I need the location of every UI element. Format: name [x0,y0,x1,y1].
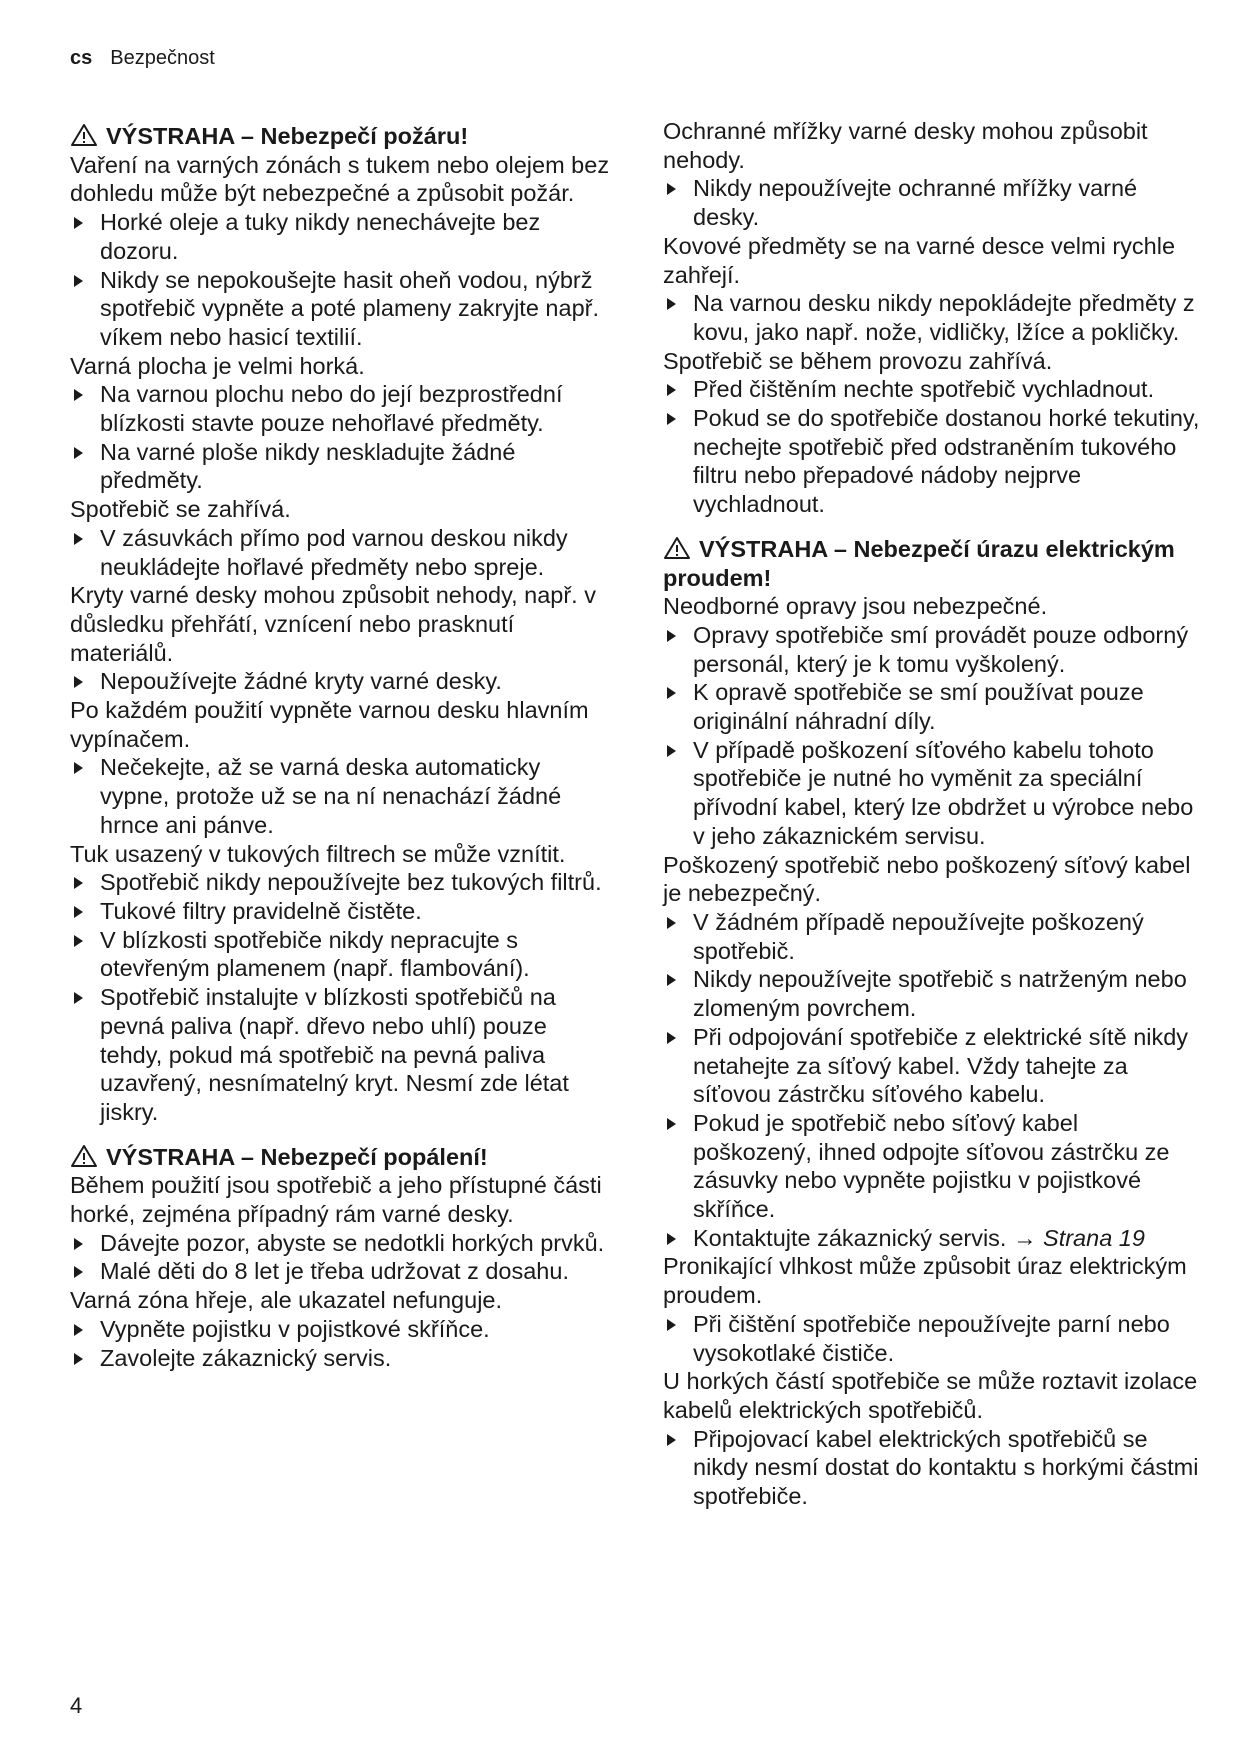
step-item: Zavolejte zákaznický servis. [70,1344,610,1373]
bullet-icon [74,935,83,947]
warning-triangle-icon [663,536,691,560]
step-item: Nikdy nepoužívejte ochranné mřížky varné desky. [663,174,1203,231]
step-item: Dávejte pozor, abyste se nedotkli horkých prvků. [70,1229,610,1258]
section-title: Bezpečnost [110,47,215,69]
page-header [70,47,215,70]
bullet-icon [667,745,676,757]
right-intro [663,117,1203,519]
bullet-icon [74,533,83,545]
bullet-icon [667,1118,676,1130]
warning-electric-shock [663,535,1203,1511]
step-item: Opravy spotřebiče smí provádět pouze odborný personál, který je k tomu vyškolený. [663,621,1203,678]
bullet-icon [667,1233,676,1245]
bullet-icon [667,1319,676,1331]
bullet-icon [74,275,83,287]
bullet-icon [667,1032,676,1044]
hazard-text: Během použití jsou spotřebič a jeho přístupné části horké, zejména případný rám varné desky. [70,1172,602,1228]
hazard-text: Ochranné mřížky varné desky mohou způsobit nehody. [663,118,1148,173]
hazard-text: Vaření na varných zónách s tukem nebo olejem bez dohledu může být nebezpečné a způsobit požár. [70,151,610,207]
language-code: cs [70,47,93,69]
warning-title: VÝSTRAHA – Nebezpečí úrazu elektrickým proudem! [663,535,1175,591]
bullet-icon [667,1434,676,1446]
left-column [70,122,610,1372]
right-column [663,117,1203,1511]
step-item: Nikdy se nepokoušejte hasit oheň vodou, nýbrž spotřebič vypněte a poté plameny zakryjte např. víkem nebo hasicí textilií. [70,266,610,352]
warning-title: VÝSTRAHA – Nebezpečí požáru! [70,122,610,151]
step-item: Pokud je spotřebič nebo síťový kabel poškozený, ihned odpojte síťovou zástrčku ze zásuvky nebo vypněte pojistku v pojistkové skříňce. [663,1109,1203,1224]
bullet-icon [74,762,83,774]
warning-triangle-icon [70,123,98,147]
bullet-icon [667,917,676,929]
bullet-icon [74,1266,83,1278]
step-item: Tukové filtry pravidelně čistěte. [70,897,610,926]
step-item: V blízkosti spotřebiče nikdy nepracujte s otevřeným plamenem (např. flambování). [70,926,610,983]
bullet-icon [667,630,676,642]
step-item: Malé děti do 8 let je třeba udržovat z dosahu. [70,1257,610,1286]
step-item: Na varnou plochu nebo do její bezprostřední blízkosti stavte pouze nehořlavé předměty. [70,380,610,437]
step-item: V případě poškození síťového kabelu tohoto spotřebiče je nutné ho vyměnit za speciální přívodní kabel, který lze obdržet u výrobce nebo v jeho zákaznickém servisu. [663,736,1203,851]
step-item: Při odpojování spotřebiče z elektrické sítě nikdy netahejte za síťový kabel. Vždy tahejte za síťovou zástrčku síťového kabelu. [663,1023,1203,1109]
step-item: Spotřebič instalujte v blízkosti spotřebičů na pevná paliva (např. dřevo nebo uhlí) pouze tehdy, pokud má spotřebič na pevná paliva uzavřený, nesnímatelný kryt. Nesmí zde létat jiskry. [70,983,610,1127]
bullet-icon [74,389,83,401]
bullet-icon [667,384,676,396]
step-item: Před čištěním nechte spotřebič vychladnout. [663,375,1203,404]
bullet-icon [74,1238,83,1250]
bullet-icon [74,992,83,1004]
page-reference-link[interactable]: → Strana 19 [1013,1224,1145,1251]
step-item: Nepoužívejte žádné kryty varné desky. [70,667,610,696]
hazard-text: U horkých částí spotřebiče se může roztavit izolace kabelů elektrických spotřebičů. [663,1368,1198,1423]
bullet-icon [74,447,83,459]
step-item: Na varnou desku nikdy nepokládejte předměty z kovu, jako např. nože, vidličky, lžíce a pokličky. [663,289,1203,346]
hazard-text: Spotřebič se zahřívá. [70,496,291,523]
step-item: Na varné ploše nikdy neskladujte žádné předměty. [70,438,610,495]
bullet-icon [74,877,83,889]
bullet-icon [667,687,676,699]
hazard-text: Pronikající vlhkost může způsobit úraz elektrickým proudem. [663,1253,1187,1309]
step-item: V zásuvkách přímo pod varnou deskou nikdy neukládejte hořlavé předměty nebo spreje. [70,524,610,581]
bullet-icon [667,413,676,425]
step-item: Spotřebič nikdy nepoužívejte bez tukových filtrů. [70,868,610,897]
step-item: Při čištění spotřebiče nepoužívejte parní nebo vysokotlaké čističe. [663,1310,1203,1367]
bullet-icon [74,217,83,229]
hazard-text: Kryty varné desky mohou způsobit nehody, např. v důsledku přehřátí, vznícení nebo prasknutí materiálů. [70,582,596,666]
bullet-icon [74,906,83,918]
step-item: V žádném případě nepoužívejte poškozený spotřebič. [663,908,1203,965]
hazard-text: Po každém použití vypněte varnou desku hlavním vypínačem. [70,697,589,752]
hazard-text: Varná zóna hřeje, ale ukazatel nefunguje. [70,1287,503,1314]
hazard-text: Poškozený spotřebič nebo poškozený síťový kabel je nebezpečný. [663,851,1191,907]
step-item: Nečekejte, až se varná deska automaticky vypne, protože už se na ní nenachází žádné hrnce ani pánve. [70,753,610,839]
step-item: Horké oleje a tuky nikdy nenechávejte bez dozoru. [70,208,610,265]
hazard-text: Kovové předměty se na varné desce velmi rychle zahřejí. [663,232,1176,288]
hazard-text: Tuk usazený v tukových filtrech se může vznítit. [70,840,566,867]
warning-triangle-icon [70,1144,98,1168]
bullet-icon [74,1324,83,1336]
page-number: 4 [70,1693,83,1718]
hazard-text: Spotřebič se během provozu zahřívá. [663,347,1053,374]
hazard-text: Varná plocha je velmi horká. [70,352,365,379]
step-item: Pokud se do spotřebiče dostanou horké tekutiny, nechejte spotřebič před odstraněním tukového filtru nebo přepadové nádoby nejprve vychladnout. [663,404,1203,519]
step-item: Připojovací kabel elektrických spotřebičů se nikdy nesmí dostat do kontaktu s horkými částmi spotřebiče. [663,1425,1203,1511]
step-item: Nikdy nepoužívejte spotřebič s natrženým nebo zlomeným povrchem. [663,965,1203,1022]
step-item: K opravě spotřebiče se smí používat pouze originální náhradní díly. [663,678,1203,735]
step-item: Vypněte pojistku v pojistkové skříňce. [70,1315,610,1344]
warning-burn [70,1143,610,1373]
fire-groups [70,151,610,1127]
bullet-icon [74,676,83,688]
step-item: Kontaktujte zákaznický servis. → Strana 19 [663,1224,1203,1253]
bullet-icon [74,1353,83,1365]
warning-title: VÝSTRAHA – Nebezpečí popálení! [70,1143,610,1172]
bullet-icon [667,183,676,195]
warning-fire [70,122,610,1127]
bullet-icon [667,298,676,310]
hazard-text: Neodborné opravy jsou nebezpečné. [663,593,1048,620]
bullet-icon [667,974,676,986]
